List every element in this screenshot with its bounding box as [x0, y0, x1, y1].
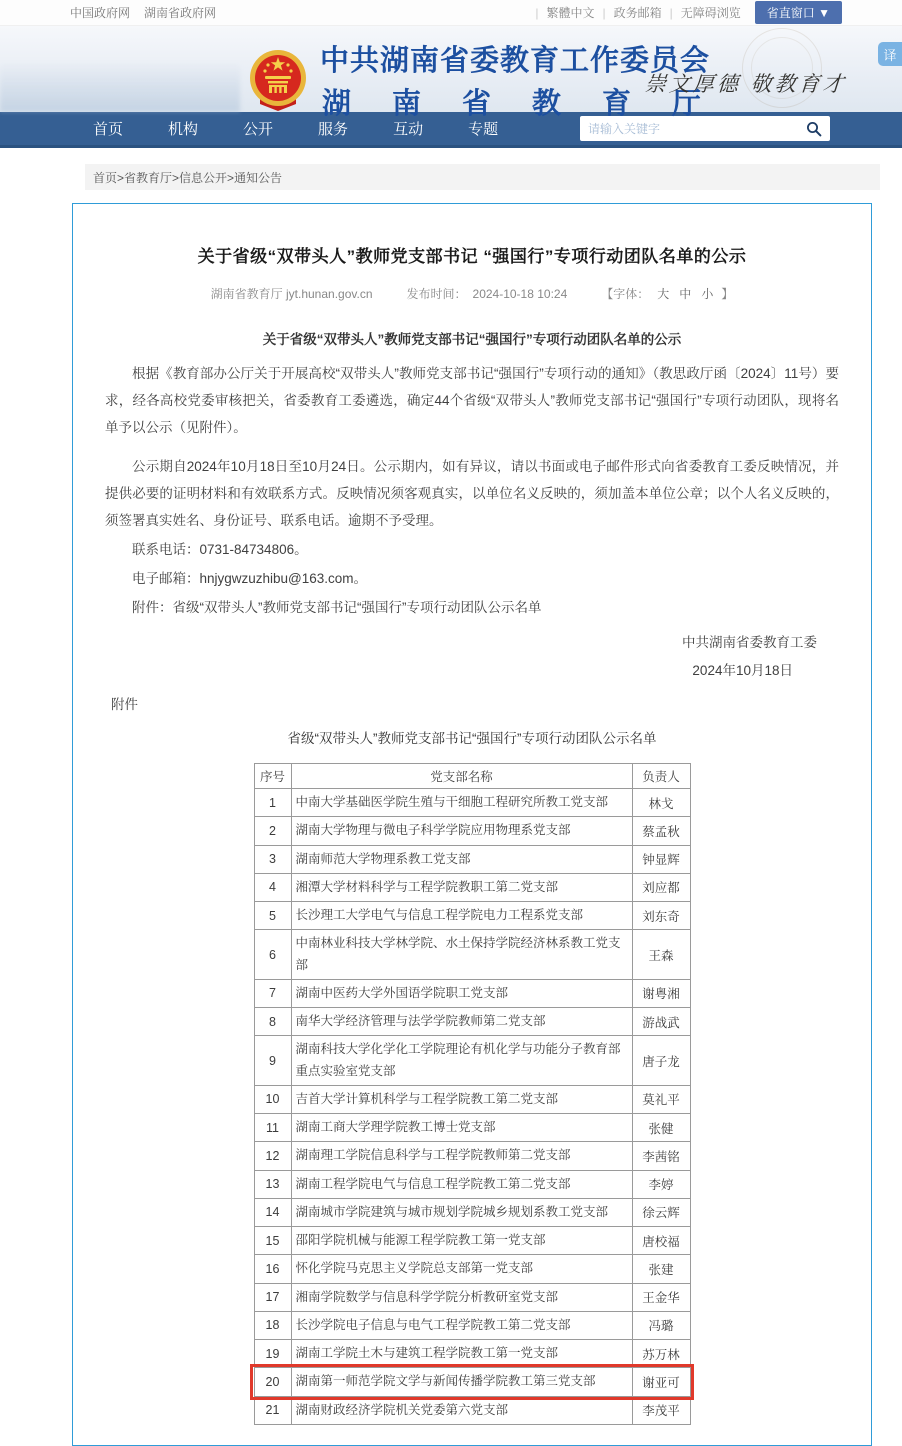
nav-item[interactable]: 公开 [243, 121, 274, 138]
cell-branch-name: 湖南大学物理与微电子科学学院应用物理系党支部 [291, 817, 632, 845]
font-size-medium[interactable]: 中 [679, 287, 692, 301]
cell-branch-name: 湖南工学院土木与建筑工程学院教工第一党支部 [291, 1340, 632, 1368]
cell-leader: 唐子龙 [632, 1036, 690, 1086]
translate-button[interactable]: 译 [878, 42, 902, 66]
cell-serial: 5 [254, 902, 291, 930]
link-accessibility[interactable]: | 无障碍浏览 [662, 4, 741, 21]
cell-branch-name: 湖南科技大学化学化工学院理论有机化学与功能分子教育部重点实验室党支部 [291, 1036, 632, 1086]
table-header-row [254, 764, 690, 789]
cell-leader: 唐校福 [632, 1227, 690, 1255]
cell-serial: 13 [254, 1170, 291, 1198]
font-size-label-close: 】 [721, 287, 734, 301]
table-row [254, 1227, 690, 1255]
cell-branch-name: 湖南中医药大学外国语学院职工党支部 [291, 979, 632, 1007]
cell-branch-name: 怀化学院马克思主义学院总支部第一党支部 [291, 1255, 632, 1283]
utility-link-list [527, 4, 740, 21]
column-header-leader: 负责人 [632, 764, 690, 789]
cell-serial: 20 [254, 1368, 291, 1396]
font-size-label-open: 【字体： [601, 287, 650, 301]
utility-links [527, 1, 894, 24]
table-row [254, 1311, 690, 1339]
breadcrumb[interactable]: 首页>省教育厅>信息公开>通知公告 [85, 164, 880, 190]
cell-serial: 6 [254, 930, 291, 980]
nav-item[interactable]: 服务 [318, 121, 349, 138]
cell-leader: 冯璐 [632, 1311, 690, 1339]
link-china-gov[interactable]: 中国政府网 [70, 6, 131, 20]
cell-serial: 4 [254, 873, 291, 901]
cell-branch-name: 吉首大学计算机科学与工程学院教工第二党支部 [291, 1085, 632, 1113]
cell-branch-name: 湖南城市学院建筑与城市规划学院城乡规划系教工党支部 [291, 1198, 632, 1226]
search-input[interactable] [588, 122, 806, 136]
cell-leader: 徐云辉 [632, 1198, 690, 1226]
table-row [254, 1008, 690, 1036]
table-row [254, 873, 690, 901]
cell-branch-name: 中南林业科技大学林学院、水土保持学院经济林系教工党支部 [291, 930, 632, 980]
link-traditional-chinese[interactable]: | 繁體中文 [527, 4, 594, 21]
table-row [254, 1142, 690, 1170]
cell-serial: 17 [254, 1283, 291, 1311]
search-icon[interactable] [806, 121, 822, 137]
cell-serial: 16 [254, 1255, 291, 1283]
nav-item[interactable]: 首页 [93, 121, 124, 138]
table-row [254, 1283, 690, 1311]
cell-serial: 15 [254, 1227, 291, 1255]
cell-leader: 王森 [632, 930, 690, 980]
cell-serial: 11 [254, 1114, 291, 1142]
table-row [254, 1396, 690, 1424]
cell-leader: 莫礼平 [632, 1085, 690, 1113]
appendix-title: 省级“双带头人”教师党支部书记“强国行”专项行动团队公示名单 [287, 731, 657, 746]
cell-branch-name: 长沙理工大学电气与信息工程学院电力工程系党支部 [291, 902, 632, 930]
link-gov-mailbox[interactable]: | 政务邮箱 [595, 4, 662, 21]
nav-item[interactable]: 专题 [468, 121, 499, 138]
cell-branch-name: 湘潭大学材料科学与工程学院教职工第二党支部 [291, 873, 632, 901]
cell-leader: 苏万林 [632, 1340, 690, 1368]
cell-leader: 张健 [632, 1114, 690, 1142]
attachment-line[interactable]: 附件：省级“双带头人”教师党支部书记“强国行”专项行动团队公示名单 [132, 600, 542, 615]
article-source: 湖南省教育厅 jyt.hunan.gov.cn [210, 287, 373, 301]
font-size-large[interactable]: 大 [657, 287, 670, 301]
provincial-portal-dropdown[interactable]: 省直窗口 ▼ [755, 1, 842, 24]
cell-serial: 12 [254, 1142, 291, 1170]
link-hunan-gov[interactable]: 湖南省政府网 [144, 6, 217, 20]
publish-time: 2024-10-18 10:24 [472, 286, 568, 301]
cell-leader: 林戈 [632, 789, 690, 817]
table-row [254, 817, 690, 845]
nav-item[interactable]: 互动 [393, 121, 424, 138]
cell-leader: 张建 [632, 1255, 690, 1283]
cell-serial: 1 [254, 789, 291, 817]
cell-serial: 10 [254, 1085, 291, 1113]
page-title: 关于省级“双带头人”教师党支部书记 “强国行”专项行动团队名单的公示 [197, 247, 747, 266]
table-row [254, 845, 690, 873]
table-row [254, 789, 690, 817]
cell-branch-name: 湖南工商大学理学院教工博士党支部 [291, 1114, 632, 1142]
cell-serial: 21 [254, 1396, 291, 1424]
cell-branch-name: 南华大学经济管理与法学学院教师第二党支部 [291, 1008, 632, 1036]
cell-serial: 18 [254, 1311, 291, 1339]
cell-branch-name: 邵阳学院机械与能源工程学院教工第一党支部 [291, 1227, 632, 1255]
table-row [254, 902, 690, 930]
notice-inner-title: 关于省级“双带头人”教师党支部书记“强国行”专项行动团队名单的公示 [262, 332, 682, 347]
cell-branch-name: 长沙学院电子信息与电气工程学院教工第二党支部 [291, 1311, 632, 1339]
cell-branch-name: 湖南工程学院电气与信息工程学院教工第二党支部 [291, 1170, 632, 1198]
cell-serial: 19 [254, 1340, 291, 1368]
cell-leader: 蔡孟秋 [632, 817, 690, 845]
table-row [254, 1255, 690, 1283]
cell-serial: 14 [254, 1198, 291, 1226]
signature-organization: 中共湖南省委教育工委 [682, 635, 817, 650]
motto-calligraphy: 崇文厚德 敬教育才 [644, 72, 848, 96]
publish-time-label: 发布时间： [406, 287, 467, 301]
roster-table-body [254, 789, 690, 1425]
signature-date: 2024年10月18日 [692, 663, 793, 678]
cell-branch-name: 湖南财政经济学院机关党委第六党支部 [291, 1396, 632, 1424]
cell-leader: 谢亚可 [632, 1368, 690, 1396]
roster-table [254, 763, 691, 1425]
column-header-branch-name: 党支部名称 [291, 764, 632, 789]
table-row [254, 1085, 690, 1113]
cell-serial: 9 [254, 1036, 291, 1086]
cell-branch-name: 湖南理工学院信息科学与工程学院教师第二党支部 [291, 1142, 632, 1170]
article-meta [105, 285, 839, 302]
org-name-department: 湖南省教育厅 [322, 88, 743, 120]
cell-branch-name: 湘南学院数学与信息科学学院分析教研室党支部 [291, 1283, 632, 1311]
contact-email: 电子邮箱：hnjygwzuzhibu@163.com。 [132, 571, 368, 586]
site-banner [0, 26, 902, 120]
top-utility-bar [0, 0, 902, 26]
notice-paragraph-period: 公示期自2024年10月18日至10月24日。公示期内，如有异议，请以书面或电子邮件形式向省委教育工委反映情况，并提供必要的证明材料和有效联系方式。反映情况须客观真实，以单位名义反映的，须加盖本单位公章；以个人名义反映的，须签署真实姓名、身份证号、联系电话。逾期不予受理。 [105, 459, 839, 528]
motto-area [644, 26, 848, 112]
cell-leader: 刘东奇 [632, 902, 690, 930]
table-row [254, 930, 690, 980]
cell-leader: 王金华 [632, 1283, 690, 1311]
cell-leader: 钟显辉 [632, 845, 690, 873]
cell-branch-name: 中南大学基础医学院生殖与干细胞工程研究所教工党支部 [291, 789, 632, 817]
national-emblem-icon [246, 48, 310, 112]
cell-serial: 7 [254, 979, 291, 1007]
table-row [254, 1198, 690, 1226]
cell-leader: 游战武 [632, 1008, 690, 1036]
notice-paragraph-basis: 根据《教育部办公厅关于开展高校“双带头人”教师党支部书记“强国行”专项行动的通知》（教思政厅函〔2024〕11号）要求，经各高校党委审核把关，省委教育工委遴选，确定44个省级“双带头人”教师党支部书记“强国行”专项行动团队，现将名单予以公示（见附件）。 [105, 366, 839, 435]
cell-leader: 李茜铭 [632, 1142, 690, 1170]
org-name-committee: 中共湖南省委教育工作委员会 [320, 45, 711, 77]
appendix-label: 附件 [111, 697, 138, 712]
cell-serial: 2 [254, 817, 291, 845]
cell-leader: 李茂平 [632, 1396, 690, 1424]
cell-branch-name: 湖南第一师范学院文学与新闻传播学院教工第三党支部 [291, 1368, 632, 1396]
font-size-small[interactable]: 小 [701, 287, 714, 301]
article-card [72, 203, 872, 1446]
cell-leader: 李婷 [632, 1170, 690, 1198]
cell-serial: 8 [254, 1008, 291, 1036]
column-header-serial: 序号 [254, 764, 291, 789]
table-row [254, 1036, 690, 1086]
cell-leader: 刘应都 [632, 873, 690, 901]
table-row [254, 1340, 690, 1368]
cell-serial: 3 [254, 845, 291, 873]
table-row [254, 1114, 690, 1142]
nav-item[interactable]: 机构 [168, 121, 199, 138]
contact-phone: 联系电话：0731-84734806。 [132, 542, 308, 557]
table-row [254, 979, 690, 1007]
cell-leader: 谢粤湘 [632, 979, 690, 1007]
table-row [254, 1170, 690, 1198]
gov-site-links [70, 4, 216, 21]
table-row [254, 1368, 690, 1396]
cell-branch-name: 湖南师范大学物理系教工党支部 [291, 845, 632, 873]
